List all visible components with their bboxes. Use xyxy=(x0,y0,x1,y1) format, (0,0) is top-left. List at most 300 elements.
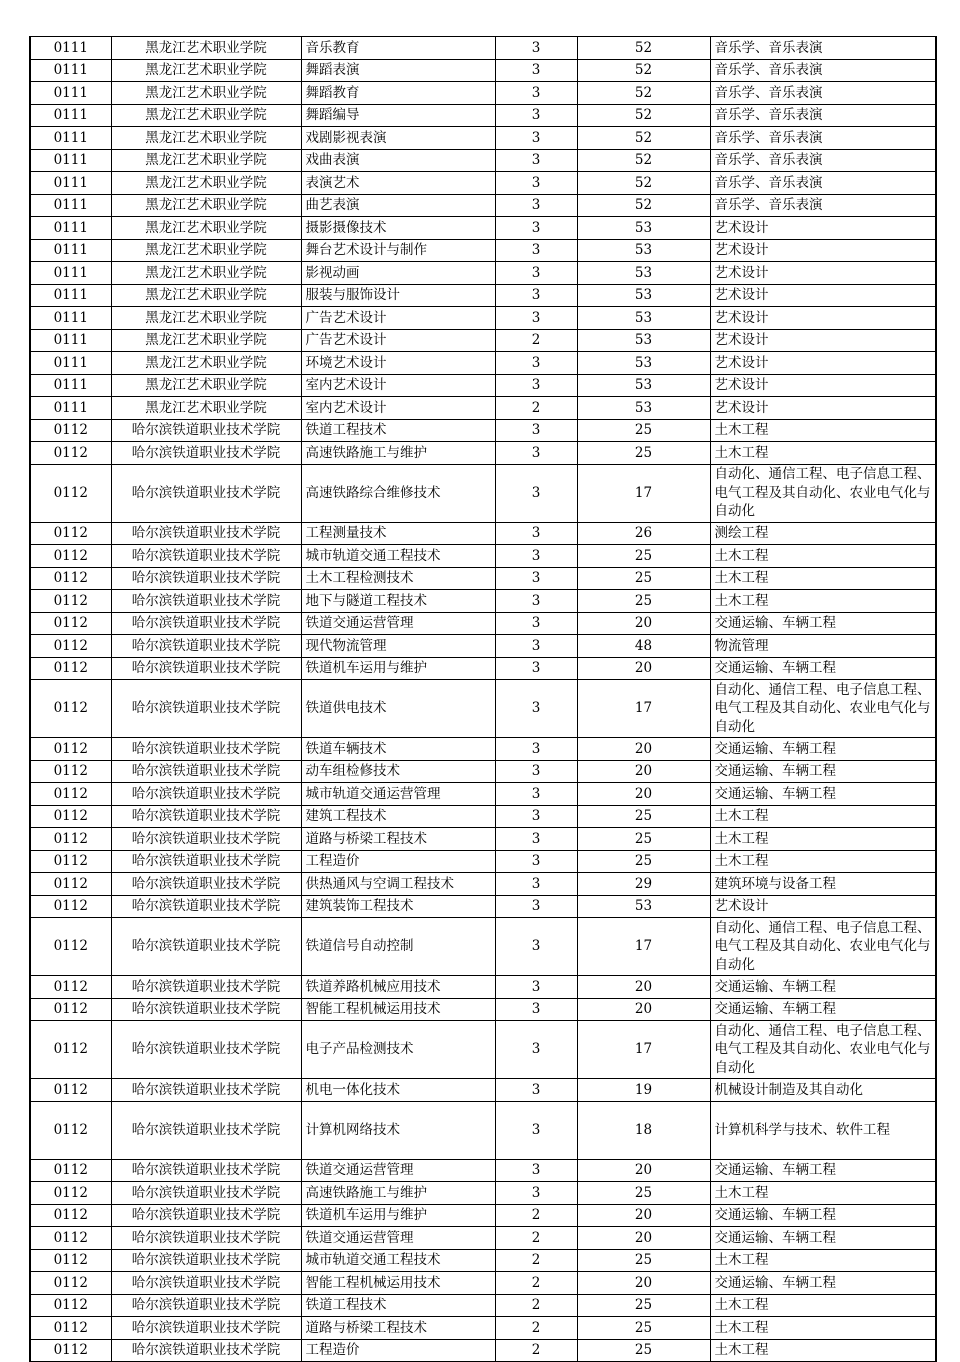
category-code-cell: 25 xyxy=(577,567,710,590)
school-code-cell: 0112 xyxy=(30,680,111,738)
school-name-cell: 黑龙江艺术职业学院 xyxy=(111,194,301,217)
years-cell: 2 xyxy=(495,329,577,352)
years-cell: 3 xyxy=(495,522,577,545)
school-code-cell: 0112 xyxy=(30,1182,111,1205)
school-name-cell: 哈尔滨铁道职业技术学院 xyxy=(111,850,301,873)
major-name-cell: 铁道车辆技术 xyxy=(301,738,495,761)
years-cell: 3 xyxy=(495,760,577,783)
years-cell: 3 xyxy=(495,680,577,738)
discipline-cell: 交通运输、车辆工程 xyxy=(710,783,936,806)
data-sheet xyxy=(29,36,935,1362)
school-code-cell: 0111 xyxy=(30,127,111,150)
school-code-cell: 0111 xyxy=(30,352,111,375)
years-cell: 3 xyxy=(495,464,577,522)
discipline-cell: 交通运输、车辆工程 xyxy=(710,1159,936,1182)
discipline-cell: 音乐学、音乐表演 xyxy=(710,172,936,195)
table-row xyxy=(30,1182,936,1205)
table-row xyxy=(30,1294,936,1317)
school-name-cell: 哈尔滨铁道职业技术学院 xyxy=(111,783,301,806)
table-row xyxy=(30,464,936,522)
table-row xyxy=(30,1159,936,1182)
table-body xyxy=(30,37,936,1362)
school-name-cell: 哈尔滨铁道职业技术学院 xyxy=(111,1272,301,1295)
category-code-cell: 53 xyxy=(577,329,710,352)
discipline-cell: 音乐学、音乐表演 xyxy=(710,149,936,172)
category-code-cell: 52 xyxy=(577,82,710,105)
discipline-cell: 机械设计制造及其自动化 xyxy=(710,1079,936,1102)
table-row xyxy=(30,352,936,375)
years-cell: 3 xyxy=(495,262,577,285)
years-cell: 2 xyxy=(495,1249,577,1272)
table-row xyxy=(30,612,936,635)
major-name-cell: 舞蹈表演 xyxy=(301,59,495,82)
category-code-cell: 25 xyxy=(577,828,710,851)
table-row xyxy=(30,850,936,873)
school-name-cell: 哈尔滨铁道职业技术学院 xyxy=(111,1339,301,1362)
years-cell: 3 xyxy=(495,59,577,82)
table-row xyxy=(30,374,936,397)
category-code-cell: 25 xyxy=(577,545,710,568)
discipline-cell: 土木工程 xyxy=(710,850,936,873)
major-name-cell: 土木工程检测技术 xyxy=(301,567,495,590)
school-code-cell: 0112 xyxy=(30,612,111,635)
discipline-cell: 音乐学、音乐表演 xyxy=(710,82,936,105)
years-cell: 3 xyxy=(495,1079,577,1102)
years-cell: 3 xyxy=(495,419,577,442)
major-name-cell: 动车组检修技术 xyxy=(301,760,495,783)
table-row xyxy=(30,59,936,82)
discipline-cell: 艺术设计 xyxy=(710,239,936,262)
school-code-cell: 0111 xyxy=(30,149,111,172)
table-row xyxy=(30,873,936,896)
table-row xyxy=(30,1021,936,1079)
major-name-cell: 智能工程机械运用技术 xyxy=(301,1272,495,1295)
category-code-cell: 20 xyxy=(577,657,710,680)
major-name-cell: 高速铁路综合维修技术 xyxy=(301,464,495,522)
school-code-cell: 0112 xyxy=(30,1339,111,1362)
school-name-cell: 黑龙江艺术职业学院 xyxy=(111,262,301,285)
discipline-cell: 交通运输、车辆工程 xyxy=(710,1204,936,1227)
discipline-cell: 土木工程 xyxy=(710,442,936,465)
discipline-cell: 音乐学、音乐表演 xyxy=(710,59,936,82)
school-name-cell: 黑龙江艺术职业学院 xyxy=(111,217,301,240)
category-code-cell: 53 xyxy=(577,217,710,240)
school-code-cell: 0112 xyxy=(30,1294,111,1317)
school-code-cell: 0112 xyxy=(30,850,111,873)
school-code-cell: 0112 xyxy=(30,873,111,896)
category-code-cell: 26 xyxy=(577,522,710,545)
table-row xyxy=(30,397,936,420)
discipline-cell: 自动化、通信工程、电子信息工程、电气工程及其自动化、农业电气化与自动化 xyxy=(710,464,936,522)
school-name-cell: 哈尔滨铁道职业技术学院 xyxy=(111,567,301,590)
school-name-cell: 哈尔滨铁道职业技术学院 xyxy=(111,1101,301,1159)
years-cell: 3 xyxy=(495,567,577,590)
school-code-cell: 0112 xyxy=(30,1227,111,1250)
major-name-cell: 铁道交通运营管理 xyxy=(301,1227,495,1250)
years-cell: 3 xyxy=(495,1159,577,1182)
school-name-cell: 哈尔滨铁道职业技术学院 xyxy=(111,442,301,465)
school-code-cell: 0111 xyxy=(30,284,111,307)
table-row xyxy=(30,419,936,442)
school-name-cell: 黑龙江艺术职业学院 xyxy=(111,284,301,307)
major-name-cell: 广告艺术设计 xyxy=(301,307,495,330)
years-cell: 3 xyxy=(495,1021,577,1079)
major-name-cell: 道路与桥梁工程技术 xyxy=(301,1317,495,1340)
school-code-cell: 0112 xyxy=(30,545,111,568)
school-code-cell: 0112 xyxy=(30,783,111,806)
discipline-cell: 艺术设计 xyxy=(710,397,936,420)
category-code-cell: 17 xyxy=(577,680,710,738)
school-name-cell: 哈尔滨铁道职业技术学院 xyxy=(111,1159,301,1182)
category-code-cell: 53 xyxy=(577,397,710,420)
discipline-cell: 自动化、通信工程、电子信息工程、电气工程及其自动化、农业电气化与自动化 xyxy=(710,918,936,976)
table-row xyxy=(30,680,936,738)
discipline-cell: 交通运输、车辆工程 xyxy=(710,998,936,1021)
major-name-cell: 戏剧影视表演 xyxy=(301,127,495,150)
major-name-cell: 戏曲表演 xyxy=(301,149,495,172)
discipline-cell: 艺术设计 xyxy=(710,895,936,918)
major-name-cell: 电子产品检测技术 xyxy=(301,1021,495,1079)
school-code-cell: 0112 xyxy=(30,567,111,590)
school-name-cell: 哈尔滨铁道职业技术学院 xyxy=(111,998,301,1021)
major-name-cell: 建筑工程技术 xyxy=(301,805,495,828)
category-code-cell: 25 xyxy=(577,850,710,873)
school-name-cell: 哈尔滨铁道职业技术学院 xyxy=(111,760,301,783)
category-code-cell: 17 xyxy=(577,464,710,522)
category-code-cell: 52 xyxy=(577,194,710,217)
major-name-cell: 智能工程机械运用技术 xyxy=(301,998,495,1021)
major-name-cell: 道路与桥梁工程技术 xyxy=(301,828,495,851)
school-name-cell: 哈尔滨铁道职业技术学院 xyxy=(111,657,301,680)
school-code-cell: 0112 xyxy=(30,657,111,680)
category-code-cell: 53 xyxy=(577,374,710,397)
school-code-cell: 0112 xyxy=(30,976,111,999)
years-cell: 3 xyxy=(495,374,577,397)
major-name-cell: 广告艺术设计 xyxy=(301,329,495,352)
table-row xyxy=(30,194,936,217)
table-row xyxy=(30,217,936,240)
table-row xyxy=(30,976,936,999)
table-row xyxy=(30,783,936,806)
category-code-cell: 20 xyxy=(577,1272,710,1295)
category-code-cell: 52 xyxy=(577,127,710,150)
category-code-cell: 52 xyxy=(577,172,710,195)
school-name-cell: 黑龙江艺术职业学院 xyxy=(111,239,301,262)
school-name-cell: 黑龙江艺术职业学院 xyxy=(111,104,301,127)
major-name-cell: 曲艺表演 xyxy=(301,194,495,217)
school-name-cell: 哈尔滨铁道职业技术学院 xyxy=(111,873,301,896)
major-name-cell: 环境艺术设计 xyxy=(301,352,495,375)
school-name-cell: 哈尔滨铁道职业技术学院 xyxy=(111,419,301,442)
school-name-cell: 黑龙江艺术职业学院 xyxy=(111,397,301,420)
category-code-cell: 52 xyxy=(577,104,710,127)
school-name-cell: 哈尔滨铁道职业技术学院 xyxy=(111,1182,301,1205)
school-name-cell: 黑龙江艺术职业学院 xyxy=(111,82,301,105)
discipline-cell: 交通运输、车辆工程 xyxy=(710,976,936,999)
school-name-cell: 哈尔滨铁道职业技术学院 xyxy=(111,976,301,999)
major-name-cell: 舞蹈教育 xyxy=(301,82,495,105)
school-name-cell: 哈尔滨铁道职业技术学院 xyxy=(111,828,301,851)
category-code-cell: 25 xyxy=(577,805,710,828)
school-name-cell: 哈尔滨铁道职业技术学院 xyxy=(111,612,301,635)
school-code-cell: 0112 xyxy=(30,1159,111,1182)
category-code-cell: 18 xyxy=(577,1101,710,1159)
school-code-cell: 0112 xyxy=(30,522,111,545)
category-code-cell: 53 xyxy=(577,262,710,285)
years-cell: 3 xyxy=(495,612,577,635)
major-name-cell: 计算机网络技术 xyxy=(301,1101,495,1159)
years-cell: 3 xyxy=(495,738,577,761)
table-row xyxy=(30,828,936,851)
discipline-cell: 艺术设计 xyxy=(710,307,936,330)
discipline-cell: 土木工程 xyxy=(710,828,936,851)
discipline-cell: 土木工程 xyxy=(710,419,936,442)
school-code-cell: 0112 xyxy=(30,895,111,918)
table-row xyxy=(30,1227,936,1250)
school-name-cell: 哈尔滨铁道职业技术学院 xyxy=(111,1204,301,1227)
years-cell: 2 xyxy=(495,1204,577,1227)
years-cell: 3 xyxy=(495,657,577,680)
discipline-cell: 音乐学、音乐表演 xyxy=(710,104,936,127)
table-row xyxy=(30,567,936,590)
discipline-cell: 音乐学、音乐表演 xyxy=(710,194,936,217)
school-code-cell: 0111 xyxy=(30,307,111,330)
school-code-cell: 0111 xyxy=(30,397,111,420)
school-code-cell: 0112 xyxy=(30,464,111,522)
school-name-cell: 黑龙江艺术职业学院 xyxy=(111,307,301,330)
school-name-cell: 黑龙江艺术职业学院 xyxy=(111,352,301,375)
category-code-cell: 25 xyxy=(577,1249,710,1272)
major-name-cell: 工程造价 xyxy=(301,1339,495,1362)
years-cell: 3 xyxy=(495,307,577,330)
discipline-cell: 艺术设计 xyxy=(710,352,936,375)
table-row xyxy=(30,82,936,105)
years-cell: 3 xyxy=(495,998,577,1021)
discipline-cell: 艺术设计 xyxy=(710,262,936,285)
category-code-cell: 25 xyxy=(577,1294,710,1317)
category-code-cell: 20 xyxy=(577,1204,710,1227)
school-code-cell: 0111 xyxy=(30,82,111,105)
category-code-cell: 25 xyxy=(577,442,710,465)
table-row xyxy=(30,1079,936,1102)
school-code-cell: 0111 xyxy=(30,37,111,60)
category-code-cell: 25 xyxy=(577,590,710,613)
major-name-cell: 舞台艺术设计与制作 xyxy=(301,239,495,262)
major-name-cell: 城市轨道交通工程技术 xyxy=(301,1249,495,1272)
category-code-cell: 52 xyxy=(577,149,710,172)
table-row xyxy=(30,149,936,172)
school-code-cell: 0111 xyxy=(30,172,111,195)
discipline-cell: 交通运输、车辆工程 xyxy=(710,657,936,680)
school-name-cell: 哈尔滨铁道职业技术学院 xyxy=(111,522,301,545)
major-name-cell: 铁道信号自动控制 xyxy=(301,918,495,976)
discipline-cell: 音乐学、音乐表演 xyxy=(710,37,936,60)
discipline-cell: 交通运输、车辆工程 xyxy=(710,1227,936,1250)
school-code-cell: 0111 xyxy=(30,262,111,285)
years-cell: 3 xyxy=(495,172,577,195)
school-name-cell: 哈尔滨铁道职业技术学院 xyxy=(111,1079,301,1102)
discipline-cell: 自动化、通信工程、电子信息工程、电气工程及其自动化、农业电气化与自动化 xyxy=(710,680,936,738)
years-cell: 3 xyxy=(495,104,577,127)
years-cell: 2 xyxy=(495,1339,577,1362)
table-row xyxy=(30,329,936,352)
school-code-cell: 0112 xyxy=(30,1249,111,1272)
category-code-cell: 20 xyxy=(577,1159,710,1182)
table-row xyxy=(30,307,936,330)
school-name-cell: 哈尔滨铁道职业技术学院 xyxy=(111,1294,301,1317)
school-code-cell: 0112 xyxy=(30,419,111,442)
category-code-cell: 52 xyxy=(577,37,710,60)
school-name-cell: 黑龙江艺术职业学院 xyxy=(111,374,301,397)
school-code-cell: 0112 xyxy=(30,1021,111,1079)
school-code-cell: 0112 xyxy=(30,760,111,783)
major-name-cell: 铁道交通运营管理 xyxy=(301,1159,495,1182)
category-code-cell: 20 xyxy=(577,760,710,783)
table-row xyxy=(30,1249,936,1272)
major-name-cell: 城市轨道交通工程技术 xyxy=(301,545,495,568)
major-name-cell: 铁道机车运用与维护 xyxy=(301,657,495,680)
discipline-cell: 音乐学、音乐表演 xyxy=(710,127,936,150)
major-name-cell: 铁道工程技术 xyxy=(301,1294,495,1317)
category-code-cell: 48 xyxy=(577,635,710,658)
school-name-cell: 黑龙江艺术职业学院 xyxy=(111,127,301,150)
years-cell: 3 xyxy=(495,37,577,60)
school-code-cell: 0112 xyxy=(30,1079,111,1102)
years-cell: 2 xyxy=(495,1294,577,1317)
years-cell: 3 xyxy=(495,635,577,658)
category-code-cell: 53 xyxy=(577,895,710,918)
category-code-cell: 20 xyxy=(577,998,710,1021)
school-name-cell: 哈尔滨铁道职业技术学院 xyxy=(111,590,301,613)
major-name-cell: 舞蹈编导 xyxy=(301,104,495,127)
discipline-cell: 土木工程 xyxy=(710,1339,936,1362)
discipline-cell: 交通运输、车辆工程 xyxy=(710,612,936,635)
major-name-cell: 摄影摄像技术 xyxy=(301,217,495,240)
discipline-cell: 土木工程 xyxy=(710,1249,936,1272)
school-code-cell: 0111 xyxy=(30,194,111,217)
table-row xyxy=(30,522,936,545)
category-code-cell: 53 xyxy=(577,239,710,262)
school-name-cell: 哈尔滨铁道职业技术学院 xyxy=(111,895,301,918)
table-row xyxy=(30,1272,936,1295)
table-row xyxy=(30,127,936,150)
discipline-cell: 土木工程 xyxy=(710,805,936,828)
discipline-cell: 交通运输、车辆工程 xyxy=(710,1272,936,1295)
years-cell: 3 xyxy=(495,239,577,262)
school-code-cell: 0112 xyxy=(30,805,111,828)
years-cell: 2 xyxy=(495,1317,577,1340)
discipline-cell: 建筑环境与设备工程 xyxy=(710,873,936,896)
discipline-cell: 交通运输、车辆工程 xyxy=(710,760,936,783)
years-cell: 3 xyxy=(495,850,577,873)
major-name-cell: 高速铁路施工与维护 xyxy=(301,1182,495,1205)
years-cell: 2 xyxy=(495,397,577,420)
major-name-cell: 现代物流管理 xyxy=(301,635,495,658)
school-name-cell: 哈尔滨铁道职业技术学院 xyxy=(111,545,301,568)
category-code-cell: 53 xyxy=(577,284,710,307)
school-name-cell: 哈尔滨铁道职业技术学院 xyxy=(111,738,301,761)
years-cell: 3 xyxy=(495,1101,577,1159)
major-name-cell: 供热通风与空调工程技术 xyxy=(301,873,495,896)
years-cell: 3 xyxy=(495,918,577,976)
table-row xyxy=(30,442,936,465)
table-row xyxy=(30,262,936,285)
category-code-cell: 25 xyxy=(577,1339,710,1362)
category-code-cell: 53 xyxy=(577,307,710,330)
discipline-cell: 土木工程 xyxy=(710,545,936,568)
table-row xyxy=(30,284,936,307)
school-code-cell: 0111 xyxy=(30,374,111,397)
table-row xyxy=(30,172,936,195)
school-code-cell: 0111 xyxy=(30,239,111,262)
category-code-cell: 20 xyxy=(577,976,710,999)
table-row xyxy=(30,1204,936,1227)
table-row xyxy=(30,37,936,60)
major-name-cell: 高速铁路施工与维护 xyxy=(301,442,495,465)
years-cell: 3 xyxy=(495,82,577,105)
school-code-cell: 0112 xyxy=(30,918,111,976)
major-name-cell: 地下与隧道工程技术 xyxy=(301,590,495,613)
discipline-cell: 土木工程 xyxy=(710,1317,936,1340)
years-cell: 2 xyxy=(495,1227,577,1250)
school-code-cell: 0112 xyxy=(30,1272,111,1295)
school-name-cell: 哈尔滨铁道职业技术学院 xyxy=(111,464,301,522)
years-cell: 3 xyxy=(495,217,577,240)
discipline-cell: 土木工程 xyxy=(710,590,936,613)
discipline-cell: 物流管理 xyxy=(710,635,936,658)
major-name-cell: 表演艺术 xyxy=(301,172,495,195)
table-row xyxy=(30,1101,936,1159)
school-name-cell: 哈尔滨铁道职业技术学院 xyxy=(111,805,301,828)
school-code-cell: 0111 xyxy=(30,104,111,127)
school-name-cell: 黑龙江艺术职业学院 xyxy=(111,329,301,352)
major-name-cell: 铁道养路机械应用技术 xyxy=(301,976,495,999)
school-name-cell: 哈尔滨铁道职业技术学院 xyxy=(111,1249,301,1272)
school-name-cell: 哈尔滨铁道职业技术学院 xyxy=(111,680,301,738)
major-name-cell: 音乐教育 xyxy=(301,37,495,60)
major-name-cell: 室内艺术设计 xyxy=(301,374,495,397)
years-cell: 3 xyxy=(495,352,577,375)
major-name-cell: 影视动画 xyxy=(301,262,495,285)
years-cell: 3 xyxy=(495,149,577,172)
school-code-cell: 0111 xyxy=(30,329,111,352)
table-row xyxy=(30,590,936,613)
school-name-cell: 黑龙江艺术职业学院 xyxy=(111,37,301,60)
school-name-cell: 黑龙江艺术职业学院 xyxy=(111,149,301,172)
category-code-cell: 29 xyxy=(577,873,710,896)
school-code-cell: 0112 xyxy=(30,1101,111,1159)
school-name-cell: 哈尔滨铁道职业技术学院 xyxy=(111,1227,301,1250)
school-code-cell: 0112 xyxy=(30,1204,111,1227)
years-cell: 3 xyxy=(495,805,577,828)
years-cell: 3 xyxy=(495,194,577,217)
school-code-cell: 0111 xyxy=(30,59,111,82)
category-code-cell: 52 xyxy=(577,59,710,82)
discipline-cell: 艺术设计 xyxy=(710,374,936,397)
years-cell: 3 xyxy=(495,545,577,568)
major-name-cell: 机电一体化技术 xyxy=(301,1079,495,1102)
school-code-cell: 0112 xyxy=(30,738,111,761)
school-code-cell: 0112 xyxy=(30,998,111,1021)
years-cell: 3 xyxy=(495,442,577,465)
discipline-cell: 土木工程 xyxy=(710,567,936,590)
discipline-cell: 自动化、通信工程、电子信息工程、电气工程及其自动化、农业电气化与自动化 xyxy=(710,1021,936,1079)
category-code-cell: 20 xyxy=(577,1227,710,1250)
discipline-cell: 艺术设计 xyxy=(710,284,936,307)
years-cell: 3 xyxy=(495,828,577,851)
major-name-cell: 工程造价 xyxy=(301,850,495,873)
table-row xyxy=(30,760,936,783)
